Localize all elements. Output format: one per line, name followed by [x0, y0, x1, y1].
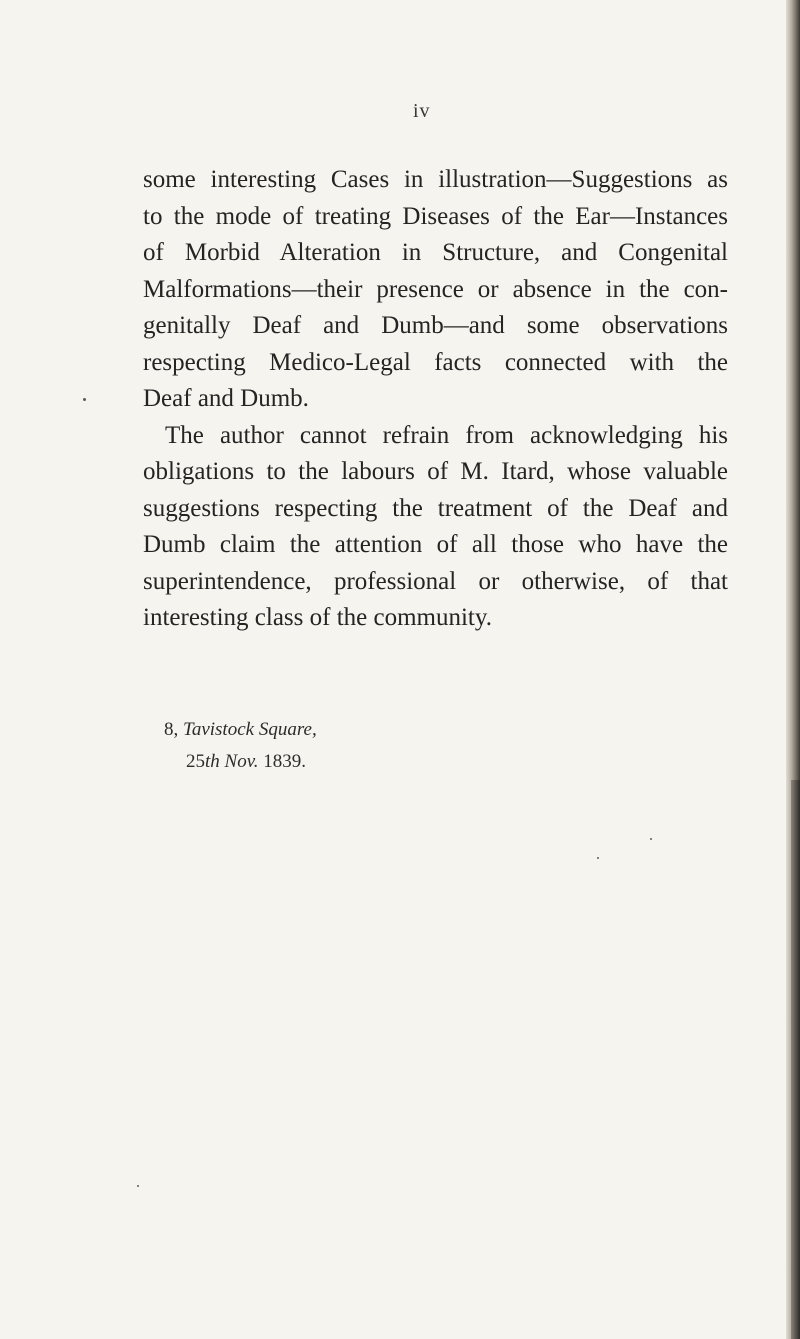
address-number: 8,	[164, 719, 179, 740]
date-day-suffix: th	[205, 751, 220, 772]
paper-speck	[137, 1185, 139, 1187]
address-line	[164, 714, 317, 746]
text-line: superintendence, professional or otherwise, of that	[143, 567, 728, 595]
date-month: Nov.	[224, 751, 259, 772]
text-line: respecting Medico-Legal facts connected with the	[143, 348, 728, 376]
body-text	[143, 162, 728, 637]
date-line	[164, 746, 317, 778]
page-number: iv	[413, 100, 431, 122]
text-line: The author cannot refrain from acknowledging his	[165, 421, 728, 449]
paragraph-1	[143, 162, 728, 418]
text-line: obligations to the labours of M. Itard, whose valuable	[143, 458, 728, 485]
date-day: 25	[186, 751, 205, 772]
text-line: of Morbid Alteration in Structure, and Congenital	[143, 239, 728, 266]
paper-speck	[650, 838, 652, 840]
paragraph-2	[143, 418, 728, 637]
text-line: Malformations—their presence or absence in the con-	[143, 275, 728, 303]
text-line: interesting class of the community.	[143, 604, 492, 631]
address-street: Tavistock Square,	[183, 719, 317, 740]
text-line: some interesting Cases in illustration—Suggestions as	[143, 166, 728, 193]
text-line: suggestions respecting the treatment of the Deaf and	[143, 494, 728, 522]
date-year: 1839.	[263, 751, 306, 772]
binding-edge-shadow	[791, 780, 800, 1339]
text-line: Dumb claim the attention of all those who have the	[143, 531, 728, 558]
paper-speck	[83, 398, 86, 401]
text-line: genitally Deaf and Dumb—and some observations	[143, 312, 728, 339]
text-line: to the mode of treating Diseases of the Ear—Instances	[143, 202, 728, 230]
paper-speck	[597, 857, 599, 859]
text-line: Deaf and Dumb.	[143, 385, 309, 412]
address-and-date	[164, 714, 317, 778]
